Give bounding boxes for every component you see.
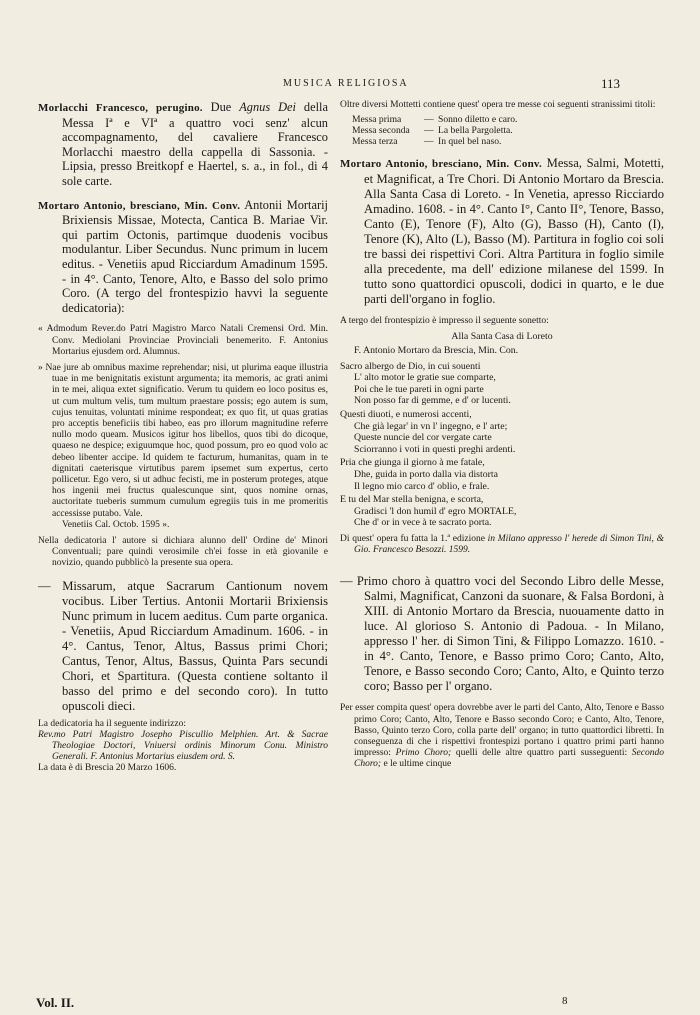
right-column (340, 100, 664, 771)
mass-subtitle: In quel bel naso. (438, 136, 502, 148)
sonnet-author: F. Antonio Mortaro da Brescia, Min. Con. (354, 345, 519, 356)
note-italic: Primo Choro; (395, 748, 452, 759)
dedication-note: La dedicatoria ha il seguente indirizzo: (38, 718, 186, 729)
mass-subtitle: La bella Pargoletta. (438, 125, 513, 137)
left-column (38, 100, 328, 775)
entry-heading: Mortaro Antonio, bresciano, Min. Conv. (340, 158, 542, 171)
sonnet-line: Dhe, guida in porto dalla via distorta (354, 468, 498, 480)
mass-titles (340, 114, 664, 147)
sonnet-line: Non posso far di gemme, e d' or lucenti. (354, 395, 511, 407)
entry-mortaro-1608 (340, 156, 664, 307)
sonnet-line: Sacro albergo de Dio, in cui souenti (340, 360, 481, 372)
entry-heading: Morlacchi Francesco, perugino. (38, 102, 203, 114)
signature-mark: 8 (562, 995, 568, 1007)
entry-text: Antonii Mortarij Brixiensis Missae, Motecta, Cantica B. Mariae Vir. qui partim Octonis, partimque duodenis vocibus modulantur. Liber Secundus. Nunc primum in lucem editus. - Venetiis apud Ricciardum Amadinum 1595. - in 4°. Canto, Tenore, Alto, e Basso del solo primo Coro. (A tergo del frontespizio havvi la seguente dedicatoria): (62, 197, 328, 315)
entry-text: della Messa Iª e VIª a quattro voci senz' alcun accompagnamento, del cavaliere Francesco Morlacchi maestro della cappella di Sassonia. - Lipsia, presso Breitkopf e Haertel, s. a., in fol., di 4 sole carte. (62, 100, 328, 188)
note-text: Per esser compita quest' opera dovrebbe aver le parti del Canto, Alto, Tenore e Basso primo Coro; Canto, Alto, Tenore e Basso secondo Coro; e Canto, Alto, Tenore, Basso, Quinto terzo Coro, colla parte dell' organo; in tutto quattordici libretti. In conseguenza di che i rispettivi frontespizi portano i quattro primi parti hanno impresso: (340, 703, 664, 759)
final-note (340, 703, 664, 770)
mass-name: Messa seconda (352, 125, 410, 137)
date-note: La data è di Brescia 20 Marzo 1606. (38, 763, 177, 774)
editor-note: Nella dedicatoria l' autore si dichiara alunno dell' Ordine de' Minori Conventuali; pare quindi verosimile ch'ei fosse in età giovanile e novizio, quando pubblicò la presente sua opera. (38, 535, 328, 569)
sonnet (340, 361, 664, 529)
sonnet-line: Che d' or in vece à te sacrato porta. (354, 517, 492, 529)
entry-heading: Mortaro Antonio, bresciano, Min. Conv. (38, 199, 241, 212)
sonnet-line: Gradisci 'l don humil d' egro MORTALE, (354, 505, 517, 517)
entry-mortaro-1595 (38, 198, 328, 316)
entry-morlacchi (38, 100, 328, 189)
note-text: quelli delle altre quattro parti susseguenti: (451, 748, 632, 759)
sonnet-stanza (340, 361, 664, 407)
running-head: MUSICA RELIGIOSA (283, 78, 409, 89)
mass-name: Messa terza (352, 136, 398, 148)
dedication-date: Venetiis Cal. Octob. 1595 ». (62, 519, 170, 530)
sonnet-line: Che già legar' in vn l' ingegno, e l' arte; (354, 420, 508, 432)
sonnet-line: Il legno mio carco d' oblio, e frale. (354, 480, 490, 492)
note-text: e le ultime cinque (381, 759, 452, 770)
dash: — (424, 125, 434, 137)
sonnet-line: Queste nuncie del cor vergate carte (354, 432, 492, 444)
dedication-letter: » Nae jure ab omnibus maxime reprehendar; nisi, ut plurima eaque illustria tuae in me benignitatis existunt argumenta; ita memoris, ac grati animi in te mei, aliqua extet significatio. Verum tu quidem eo loco positus es, ut cum multum velis, tum multum praestare possis; ego autem is sum, cujus tenuitas, voluntati minime respondeat; ex quo fit, ut quas gratias pro acceptis beneficiis tibi habeo, eas pro illorum magnitudine referre nullo modo queam. Musicos igitur hos libellos, quos tibi do dicoque, quaeso ne despice; exiguumque hoc, quod possum, pro eo quod volo ac debeo libenter accipe. Id quidem te facturum, humanitas, quam in te dignitati caeterisque virtutibus parem ipsemet sum expertus, certo pollicetur. Ego vero, si ut adhuc fecisti, me in posterum proteges, atque hos ingenii mei fructus qualescunque sint, quos nomine ornas, auctoritate tueberis summum cumulum egregiis tuis in me promeritis accessisse putabo. Vale. (38, 362, 328, 519)
dash: — (424, 114, 434, 126)
entry-text: Due (202, 100, 240, 114)
entry-italic-title: Agnus Dei (239, 100, 296, 114)
mass-name: Messa prima (352, 114, 402, 126)
sonnet-intro: A tergo del frontespizio è impresso il seguente sonetto: (340, 316, 549, 327)
dash: — (424, 136, 434, 148)
note-italic: in Milano appresso l' herede di Simon Tini, & Gio. Francesco Besozzi. 1599. (354, 533, 664, 556)
page-header (0, 78, 700, 98)
sonnet-line: Pria che giunga il giorno à me fatale, (340, 457, 485, 469)
volume-label: Vol. II. (36, 995, 75, 1010)
sonnet-line: Questi diuoti, e numerosi accenti, (340, 408, 472, 420)
intro-note: Oltre diversi Mottetti contiene quest' opera tre messe coi seguenti stranissimi titoli: (340, 100, 656, 110)
sonnet-line: Sciorranno i voti in questi preghi ardenti. (354, 443, 516, 455)
note-text: Di quest' opera fu fatta la 1.ª edizione (340, 533, 488, 544)
sonnet-line: Poi che le tue pareti in ogni parte (354, 383, 484, 395)
entry-mortaro-1606: — Missarum, atque Sacrarum Cantionum novem vocibus. Liber Tertius. Antonii Mortarii Brixiensis Nunc primum in lucem aeditus. Cum parte organica. - Venetiis, Apud Ricciardum Amadinum. 1606. - in 4°. Cantus, Tenor, Altus, Bassus primi Chori; Cantus, Tenor, Altus, Bassus, Quinta Pars secundi Chori, et Spartitura. (Questa contiene soltanto il basso del primo e del secondo coro). In tutto opuscoli dieci. (38, 578, 328, 713)
sonnet-line: L' alto motor le gratie sue comparte, (354, 372, 496, 384)
note-italic: Secondo Choro; (354, 748, 664, 770)
mass-subtitle: Sonno diletto e caro. (438, 114, 518, 126)
sonnet-stanza (340, 409, 664, 455)
sonnet-stanza (340, 494, 664, 529)
page-footer (0, 995, 700, 1013)
dedication-address: « Admodum Rever.do Patri Magistro Marco Natali Cremensi Ord. Min. Conv. Mediolani Provinciae Provinciali benemerito. F. Antonius Mortarius ejusdem ord. Alumnus. (38, 324, 328, 357)
entry-text: Messa, Salmi, Motetti, et Magnificat, a Tre Chori. Di Antonio Mortaro da Brescia. Alla Santa Casa di Loreto. - In Venetia, apresso Ricciardo Amadino. 1608. - in 4°. Canto I°, Canto II°, Tenore, Basso, Canto (E), Tenore (F), Alto (G), Basso (H), Canto (I), Tenore (K), Alto (L), Basso (M). Partitura in foglio coi soli tre bassi dei rispettivi Cori. Altra Partitura in foglio simile alla precedente, ma dell' edizione milanese del 1599. In tutto sono quattordici opuscoli, dodici in quarto, e le due parti dell'organo in foglio. (364, 156, 664, 307)
page-number: 113 (601, 76, 621, 91)
edition-note (340, 534, 664, 556)
sonnet-stanza (340, 457, 664, 492)
dedication-recipient: Rev.mo Patri Magistro Josepho Piscullio Melphien. Art. & Sacrae Theologiae Doctori, Vniuersi ordinis Minorum Conu. Ministro Generali. F. Antonius Mortarius eiusdem ord. S. (38, 729, 328, 763)
sonnet-line: E tu del Mar stella benigna, e scorta, (340, 494, 484, 506)
sonnet-title: Alla Santa Casa di Loreto (451, 331, 553, 343)
entry-mortaro-1610: — Primo choro à quattro voci del Secondo Libro delle Messe, Salmi, Magnificat, Canzoni da suonare, & Falsa Bordoni, à XIII. di Antonio Mortaro da Brescia, nuouamente datto in luce. Al glorioso S. Antonio di Padoua. - In Milano, appresso l' her. di Simon Tini, & Filippo Lomazzo. 1610. - in 4°. Canto, Tenore, e Basso primo Coro; Canto, Alto, Tenore, e Basso secondo Coro; Canto, Alto, e Quinto terzo coro; Basso per l' organo. (340, 574, 664, 694)
